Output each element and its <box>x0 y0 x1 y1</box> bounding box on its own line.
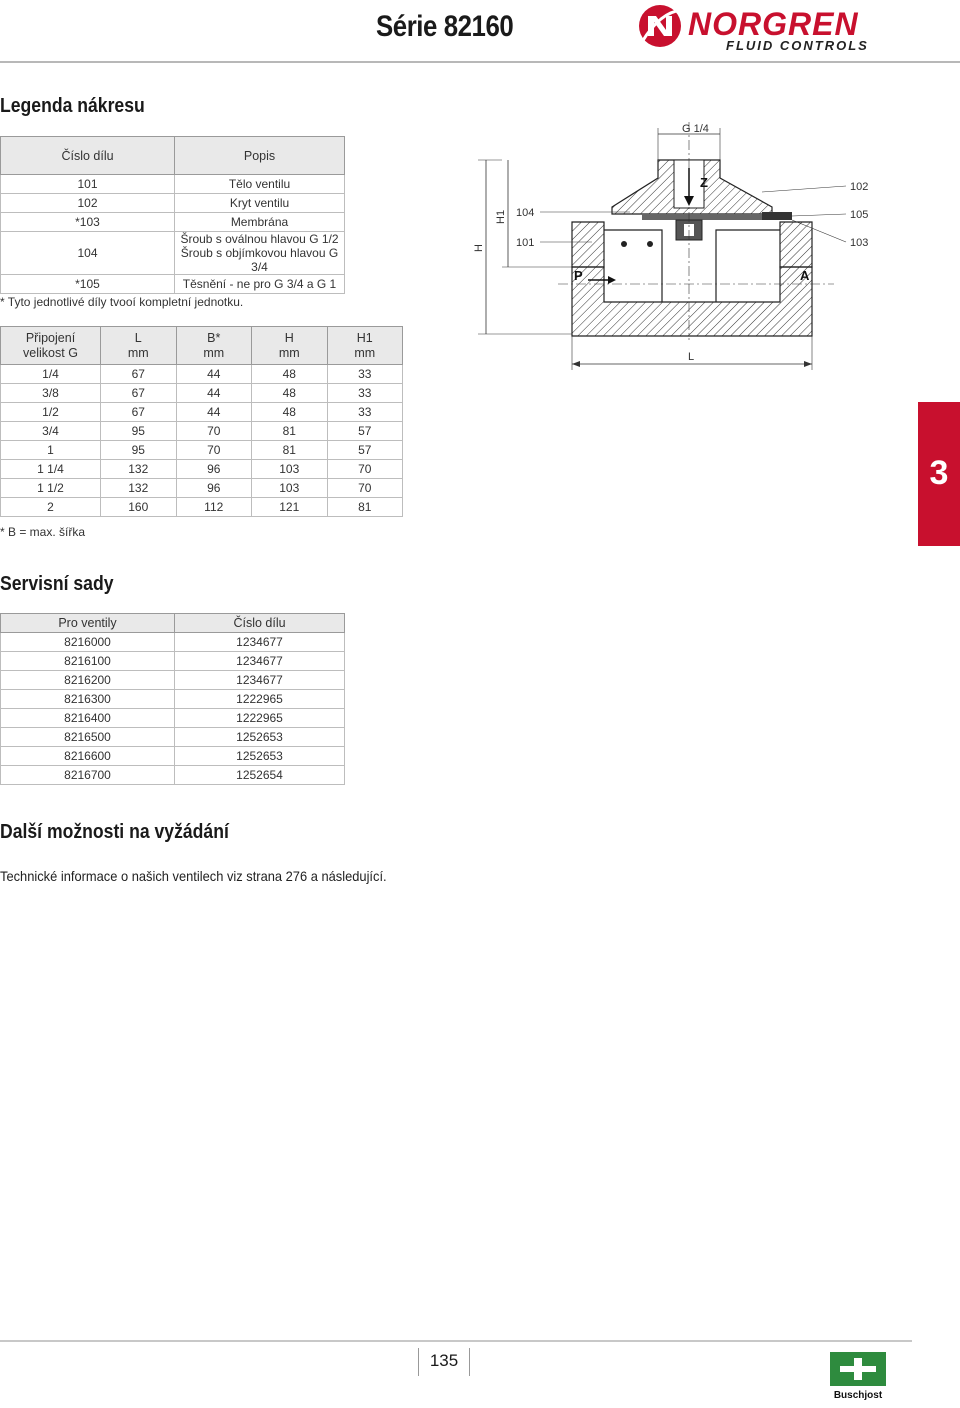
table-row <box>1 232 345 275</box>
dimensions-note: * B = max. šířka <box>0 525 86 539</box>
buschjost-emblem-icon <box>830 1352 886 1402</box>
legend-col-part: Číslo dílu <box>1 137 175 175</box>
callout-105: 105 <box>850 209 869 221</box>
dims-col-b: B* mm <box>176 327 252 365</box>
more-options-title: Další možnosti na vyžádání <box>0 821 229 843</box>
legend-desc: Membrána <box>175 213 345 232</box>
table-row: 2 160 112 121 81 <box>1 498 403 517</box>
kits-col-valve: Pro ventily <box>1 614 175 633</box>
dims-col-h1: H1 mm <box>327 327 403 365</box>
series-title: Série 82160 <box>376 10 514 43</box>
service-title: Servisní sady <box>0 573 114 595</box>
legend-table <box>0 136 345 294</box>
legend-desc: Šroub s objímkovou hlavou G 3/4 <box>180 246 339 274</box>
callout-102: 102 <box>850 181 869 193</box>
table-row: 8216200 1234677 <box>1 671 345 690</box>
section-tab <box>918 402 960 546</box>
legend-title: Legenda nákresu <box>0 95 145 117</box>
legend-part: 104 <box>1 232 175 275</box>
dims-col-h: H mm <box>252 327 328 365</box>
port-a-label: A <box>800 268 810 283</box>
legend-part: 102 <box>1 194 175 213</box>
table-row: 3/4 95 70 81 57 <box>1 422 403 441</box>
table-row: 8216500 1252653 <box>1 728 345 747</box>
legend-note: * Tyto jednotlivé díly tvooí kompletní jednotku. <box>0 295 244 309</box>
legend-part: *105 <box>1 275 175 294</box>
dimensions-table <box>0 326 403 517</box>
service-kits-table <box>0 613 345 785</box>
label-z: Z <box>700 175 708 190</box>
page-header <box>0 0 960 62</box>
table-row: 8216300 1222965 <box>1 690 345 709</box>
callout-104: 104 <box>516 207 535 219</box>
dims-col-size: Připojení velikost G <box>1 327 101 365</box>
dim-label-l: L <box>688 351 695 363</box>
table-row: 8216400 1222965 <box>1 709 345 728</box>
legend-desc: Těsnění - ne pro G 3/4 a G 1 <box>175 275 345 294</box>
dims-col-l: L mm <box>101 327 177 365</box>
table-row <box>1 213 345 232</box>
brand-subtitle: FLUID CONTROLS <box>726 38 869 53</box>
norgren-logo <box>636 2 888 54</box>
table-row: 1 1/2 132 96 103 70 <box>1 479 403 498</box>
header-divider <box>0 61 960 63</box>
kits-col-part: Číslo dílu <box>175 614 345 633</box>
legend-col-desc: Popis <box>175 137 345 175</box>
table-row <box>1 175 345 194</box>
table-row: 8216000 1234677 <box>1 633 345 652</box>
legend-desc: Kryt ventilu <box>175 194 345 213</box>
legend-desc: Šroub s oválnou hlavou G 1/2 <box>180 232 339 246</box>
legend-part: 101 <box>1 175 175 194</box>
table-row: 1/2 67 44 48 33 <box>1 403 403 422</box>
table-row: 8216100 1234677 <box>1 652 345 671</box>
valve-cross-section-drawing <box>462 112 882 374</box>
page-number: 135 <box>418 1348 470 1376</box>
buschjost-logo <box>830 1352 886 1402</box>
port-p-label: P <box>574 268 583 283</box>
dim-label-h1: H1 <box>495 209 507 224</box>
brand-name: NORGREN <box>688 6 859 42</box>
legend-part: *103 <box>1 213 175 232</box>
table-row: 8216600 1252653 <box>1 747 345 766</box>
footer-divider <box>0 1340 912 1342</box>
dim-label-g14: G 1/4 <box>682 123 709 135</box>
norgren-emblem-icon <box>636 2 688 54</box>
table-row: 3/8 67 44 48 33 <box>1 384 403 403</box>
section-tab-number: 3 <box>929 454 949 492</box>
footer-brand-name: Buschjost <box>833 1390 883 1401</box>
table-row: 1 1/4 132 96 103 70 <box>1 460 403 479</box>
table-row <box>1 275 345 294</box>
legend-desc-multiline <box>175 232 345 275</box>
callout-101: 101 <box>516 237 535 249</box>
callout-103: 103 <box>850 237 869 249</box>
table-row <box>1 194 345 213</box>
legend-desc: Tělo ventilu <box>175 175 345 194</box>
dim-label-h: H <box>473 244 485 252</box>
table-row: 1/4 67 44 48 33 <box>1 365 403 384</box>
more-options-text: Technické informace o našich ventilech viz strana 276 a následující. <box>0 868 387 884</box>
table-row: 8216700 1252654 <box>1 766 345 785</box>
table-row: 1 95 70 81 57 <box>1 441 403 460</box>
